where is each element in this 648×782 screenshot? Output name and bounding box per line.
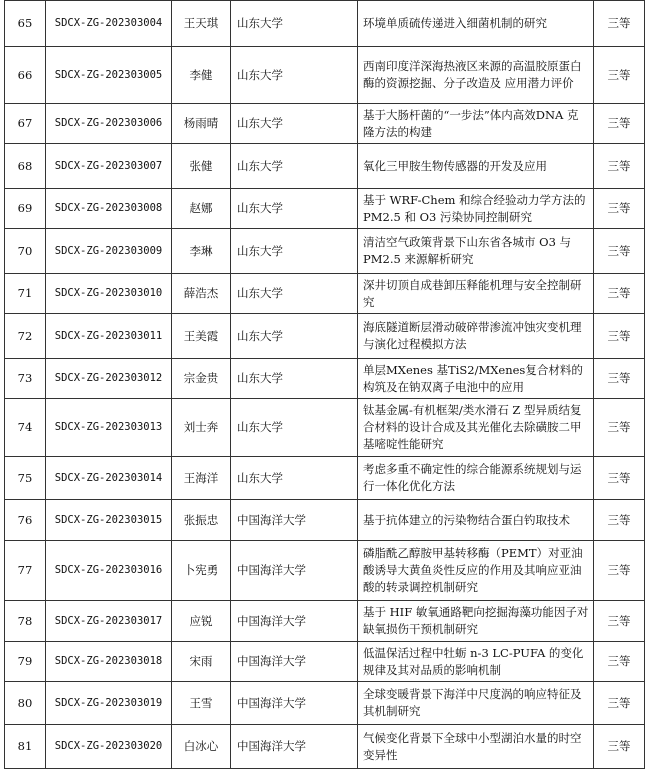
university-cell: 山东大学 bbox=[231, 47, 358, 104]
project-title-cell: 清洁空气政策背景下山东省各城市 O3 与 PM2.5 来源解析研究 bbox=[358, 229, 594, 274]
table-row bbox=[5, 229, 645, 274]
project-code-cell: SDCX-ZG-202303011 bbox=[46, 314, 172, 359]
project-code-cell: SDCX-ZG-202303016 bbox=[46, 541, 172, 601]
award-level-cell: 三等 bbox=[594, 399, 645, 457]
table-row bbox=[5, 500, 645, 541]
row-number-cell: 72 bbox=[5, 314, 46, 359]
award-level-cell: 三等 bbox=[594, 189, 645, 229]
award-level-cell: 三等 bbox=[594, 104, 645, 144]
table-row bbox=[5, 104, 645, 144]
person-name-cell: 张振忠 bbox=[172, 500, 231, 541]
person-name-cell: 李健 bbox=[172, 47, 231, 104]
table-row bbox=[5, 541, 645, 601]
table-row bbox=[5, 47, 645, 104]
person-name-cell: 王天琪 bbox=[172, 1, 231, 47]
award-level-cell: 三等 bbox=[594, 642, 645, 682]
row-number-cell: 76 bbox=[5, 500, 46, 541]
project-code-cell: SDCX-ZG-202303012 bbox=[46, 359, 172, 399]
project-title-cell: 西南印度洋深海热液区来源的高温胶原蛋白酶的资源挖掘、分子改造及 应用潜力评价 bbox=[358, 47, 594, 104]
award-level-cell: 三等 bbox=[594, 457, 645, 500]
person-name-cell: 王美霞 bbox=[172, 314, 231, 359]
university-cell: 山东大学 bbox=[231, 144, 358, 189]
university-cell: 山东大学 bbox=[231, 457, 358, 500]
award-level-cell: 三等 bbox=[594, 682, 645, 725]
project-code-cell: SDCX-ZG-202303017 bbox=[46, 601, 172, 642]
person-name-cell: 应锐 bbox=[172, 601, 231, 642]
table-row bbox=[5, 601, 645, 642]
project-code-cell: SDCX-ZG-202303007 bbox=[46, 144, 172, 189]
university-cell: 山东大学 bbox=[231, 359, 358, 399]
person-name-cell: 刘士奔 bbox=[172, 399, 231, 457]
row-number-cell: 71 bbox=[5, 274, 46, 314]
award-level-cell: 三等 bbox=[594, 47, 645, 104]
award-level-cell: 三等 bbox=[594, 359, 645, 399]
table-row bbox=[5, 682, 645, 725]
row-number-cell: 78 bbox=[5, 601, 46, 642]
table-row bbox=[5, 642, 645, 682]
project-title-cell: 氧化三甲胺生物传感器的开发及应用 bbox=[358, 144, 594, 189]
person-name-cell: 李琳 bbox=[172, 229, 231, 274]
row-number-cell: 69 bbox=[5, 189, 46, 229]
row-number-cell: 77 bbox=[5, 541, 46, 601]
project-title-cell: 低温保活过程中牡蛎 n-3 LC-PUFA 的变化规律及其对品质的影响机制 bbox=[358, 642, 594, 682]
row-number-cell: 75 bbox=[5, 457, 46, 500]
university-cell: 中国海洋大学 bbox=[231, 642, 358, 682]
university-cell: 中国海洋大学 bbox=[231, 682, 358, 725]
project-code-cell: SDCX-ZG-202303006 bbox=[46, 104, 172, 144]
project-title-cell: 深井切顶自成巷卸压释能机理与安全控制研究 bbox=[358, 274, 594, 314]
university-cell: 山东大学 bbox=[231, 314, 358, 359]
table-row bbox=[5, 144, 645, 189]
university-cell: 中国海洋大学 bbox=[231, 725, 358, 769]
project-code-cell: SDCX-ZG-202303010 bbox=[46, 274, 172, 314]
project-code-cell: SDCX-ZG-202303005 bbox=[46, 47, 172, 104]
person-name-cell: 卜宪勇 bbox=[172, 541, 231, 601]
table-row bbox=[5, 399, 645, 457]
row-number-cell: 67 bbox=[5, 104, 46, 144]
university-cell: 山东大学 bbox=[231, 104, 358, 144]
project-code-cell: SDCX-ZG-202303020 bbox=[46, 725, 172, 769]
awards-table-body bbox=[5, 1, 645, 769]
award-level-cell: 三等 bbox=[594, 725, 645, 769]
university-cell: 山东大学 bbox=[231, 1, 358, 47]
project-title-cell: 全球变暖背景下海洋中尺度涡的响应特征及其机制研究 bbox=[358, 682, 594, 725]
university-cell: 山东大学 bbox=[231, 189, 358, 229]
project-title-cell: 单层MXenes 基TiS2/MXenes复合材料的构筑及在钠双离子电池中的应用 bbox=[358, 359, 594, 399]
project-code-cell: SDCX-ZG-202303019 bbox=[46, 682, 172, 725]
person-name-cell: 张健 bbox=[172, 144, 231, 189]
person-name-cell: 宋雨 bbox=[172, 642, 231, 682]
award-level-cell: 三等 bbox=[594, 314, 645, 359]
project-code-cell: SDCX-ZG-202303018 bbox=[46, 642, 172, 682]
row-number-cell: 70 bbox=[5, 229, 46, 274]
table-row bbox=[5, 725, 645, 769]
person-name-cell: 王海洋 bbox=[172, 457, 231, 500]
project-title-cell: 钛基金属-有机框架/类水滑石 Z 型异质结复合材料的设计合成及其光催化去除磺胺二甲基嘧啶性能研究 bbox=[358, 399, 594, 457]
table-row bbox=[5, 359, 645, 399]
awards-table bbox=[4, 0, 645, 769]
table-row bbox=[5, 189, 645, 229]
row-number-cell: 81 bbox=[5, 725, 46, 769]
project-title-cell: 考虑多重不确定性的综合能源系统规划与运行一体化优化方法 bbox=[358, 457, 594, 500]
project-code-cell: SDCX-ZG-202303015 bbox=[46, 500, 172, 541]
award-level-cell: 三等 bbox=[594, 1, 645, 47]
person-name-cell: 王雪 bbox=[172, 682, 231, 725]
award-level-cell: 三等 bbox=[594, 601, 645, 642]
project-code-cell: SDCX-ZG-202303009 bbox=[46, 229, 172, 274]
table-row bbox=[5, 274, 645, 314]
award-level-cell: 三等 bbox=[594, 274, 645, 314]
person-name-cell: 杨雨晴 bbox=[172, 104, 231, 144]
university-cell: 山东大学 bbox=[231, 229, 358, 274]
project-title-cell: 基于抗体建立的污染物结合蛋白钓取技术 bbox=[358, 500, 594, 541]
project-code-cell: SDCX-ZG-202303013 bbox=[46, 399, 172, 457]
project-code-cell: SDCX-ZG-202303004 bbox=[46, 1, 172, 47]
award-level-cell: 三等 bbox=[594, 144, 645, 189]
person-name-cell: 白冰心 bbox=[172, 725, 231, 769]
university-cell: 中国海洋大学 bbox=[231, 601, 358, 642]
award-level-cell: 三等 bbox=[594, 541, 645, 601]
person-name-cell: 宗金贵 bbox=[172, 359, 231, 399]
table-row bbox=[5, 457, 645, 500]
row-number-cell: 74 bbox=[5, 399, 46, 457]
row-number-cell: 73 bbox=[5, 359, 46, 399]
project-title-cell: 基于 HIF 敏氧通路靶向挖掘海藻功能因子对缺氧损伤干预机制研究 bbox=[358, 601, 594, 642]
award-level-cell: 三等 bbox=[594, 500, 645, 541]
project-code-cell: SDCX-ZG-202303008 bbox=[46, 189, 172, 229]
award-level-cell: 三等 bbox=[594, 229, 645, 274]
project-title-cell: 气候变化背景下全球中小型湖泊水量的时空变异性 bbox=[358, 725, 594, 769]
row-number-cell: 79 bbox=[5, 642, 46, 682]
project-title-cell: 海底隧道断层滑动破碎带渗流冲蚀灾变机理与演化过程模拟方法 bbox=[358, 314, 594, 359]
university-cell: 山东大学 bbox=[231, 274, 358, 314]
person-name-cell: 赵娜 bbox=[172, 189, 231, 229]
row-number-cell: 68 bbox=[5, 144, 46, 189]
row-number-cell: 65 bbox=[5, 1, 46, 47]
university-cell: 中国海洋大学 bbox=[231, 541, 358, 601]
project-title-cell: 基于大肠杆菌的“一步法”体内高效DNA 克隆方法的构建 bbox=[358, 104, 594, 144]
project-title-cell: 环境单质硫传递进入细菌机制的研究 bbox=[358, 1, 594, 47]
university-cell: 中国海洋大学 bbox=[231, 500, 358, 541]
table-row bbox=[5, 1, 645, 47]
university-cell: 山东大学 bbox=[231, 399, 358, 457]
project-title-cell: 磷脂酰乙醇胺甲基转移酶（PEMT）对亚油酸诱导大黄鱼炎性反应的作用及其响应亚油酸的转录调控机制研究 bbox=[358, 541, 594, 601]
row-number-cell: 66 bbox=[5, 47, 46, 104]
project-title-cell: 基于 WRF-Chem 和综合经验动力学方法的 PM2.5 和 O3 污染协同控制研究 bbox=[358, 189, 594, 229]
table-row bbox=[5, 314, 645, 359]
project-code-cell: SDCX-ZG-202303014 bbox=[46, 457, 172, 500]
row-number-cell: 80 bbox=[5, 682, 46, 725]
person-name-cell: 薛浩杰 bbox=[172, 274, 231, 314]
